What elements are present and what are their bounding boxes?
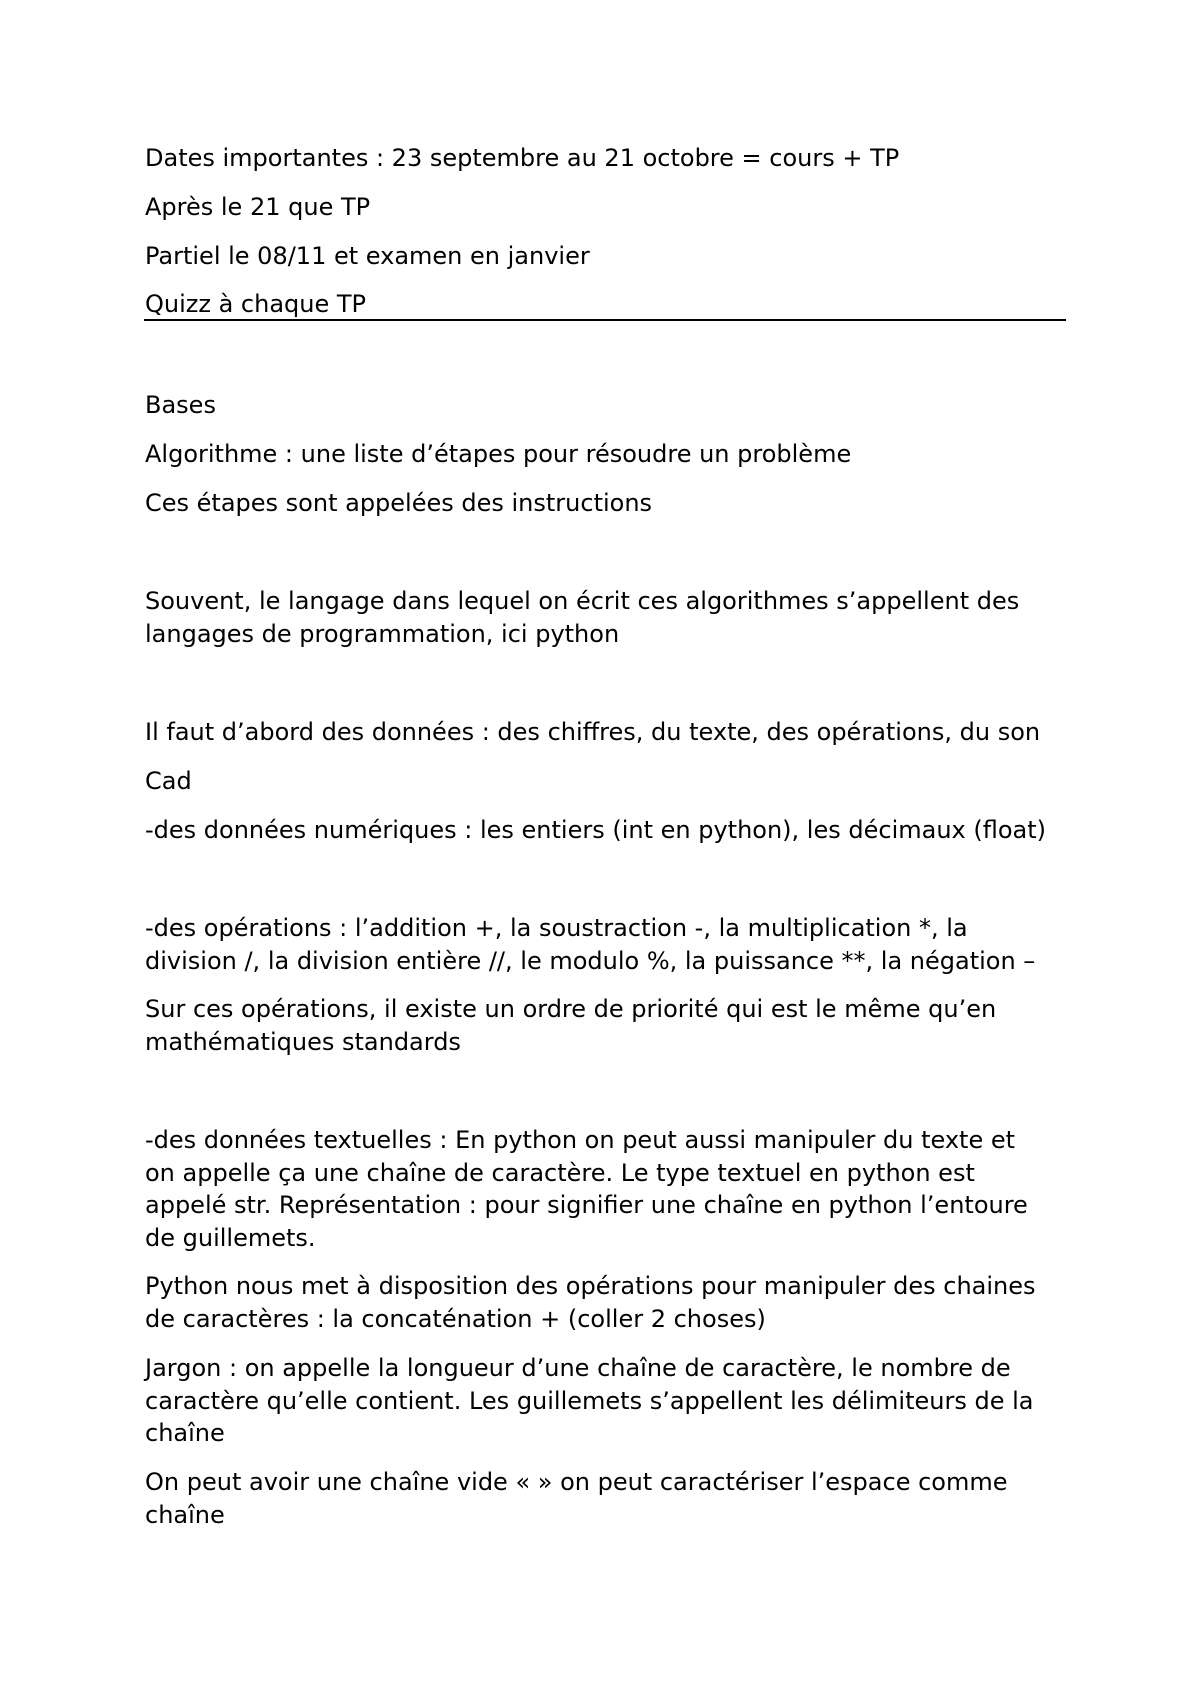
textuelles-paragraph-line-2: on appelle ça une chaîne de caractère. Le type textuel en python est — [145, 1159, 975, 1187]
cad-line: Cad — [145, 767, 192, 795]
langage-paragraph-line-1: Souvent, le langage dans lequel on écrit ces algorithmes s’appellent des — [145, 587, 1020, 615]
textuelles-paragraph-line-3: appelé str. Représentation : pour signifier une chaîne en python l’entoure — [145, 1191, 1028, 1219]
priorite-paragraph-line-1: Sur ces opérations, il existe un ordre de priorité qui est le même qu’en — [145, 995, 997, 1023]
textuelles-paragraph-line-1: -des données textuelles : En python on peut aussi manipuler du texte et — [145, 1126, 1016, 1154]
jargon-paragraph-line-2: caractère qu’elle contient. Les guillemets s’appellent les délimiteurs de la — [145, 1387, 1034, 1415]
algorithme-definition: Algorithme : une liste d’étapes pour résoudre un problème — [145, 440, 852, 468]
jargon-paragraph-line-1: Jargon : on appelle la longueur d’une chaîne de caractère, le nombre de — [145, 1354, 1011, 1382]
priorite-paragraph-line-2: mathématiques standards — [145, 1028, 461, 1056]
dates-line: Dates importantes : 23 septembre au 21 octobre = cours + TP — [145, 144, 900, 172]
chaine-vide-paragraph-line-2: chaîne — [145, 1501, 225, 1529]
chaines-ops-paragraph-line-2: de caractères : la concaténation + (coller 2 choses) — [145, 1305, 766, 1333]
operations-paragraph-line-1: -des opérations : l’addition +, la soustraction -, la multiplication *, la — [145, 914, 968, 942]
operations-paragraph-line-2: division /, la division entière //, le modulo %, la puissance **, la négation – — [145, 947, 1036, 975]
donnees-intro: Il faut d’abord des données : des chiffres, du texte, des opérations, du son — [145, 718, 1041, 746]
instructions-definition: Ces étapes sont appelées des instructions — [145, 489, 653, 517]
langage-paragraph-line-2: langages de programmation, ici python — [145, 620, 620, 648]
horizontal-divider — [144, 319, 1066, 321]
textuelles-paragraph-line-4: de guillemets. — [145, 1224, 316, 1252]
quizz-line: Quizz à chaque TP — [145, 290, 367, 318]
chaines-ops-paragraph-line-1: Python nous met à disposition des opérations pour manipuler des chaines — [145, 1272, 1036, 1300]
partiel-line: Partiel le 08/11 et examen en janvier — [145, 242, 590, 270]
section-title-bases: Bases — [145, 391, 216, 419]
chaine-vide-paragraph-line-1: On peut avoir une chaîne vide « » on peut caractériser l’espace comme — [145, 1468, 1008, 1496]
apres-line: Après le 21 que TP — [145, 193, 371, 221]
jargon-paragraph-line-3: chaîne — [145, 1419, 225, 1447]
numeriques-line: -des données numériques : les entiers (int en python), les décimaux (float) — [145, 816, 1047, 844]
